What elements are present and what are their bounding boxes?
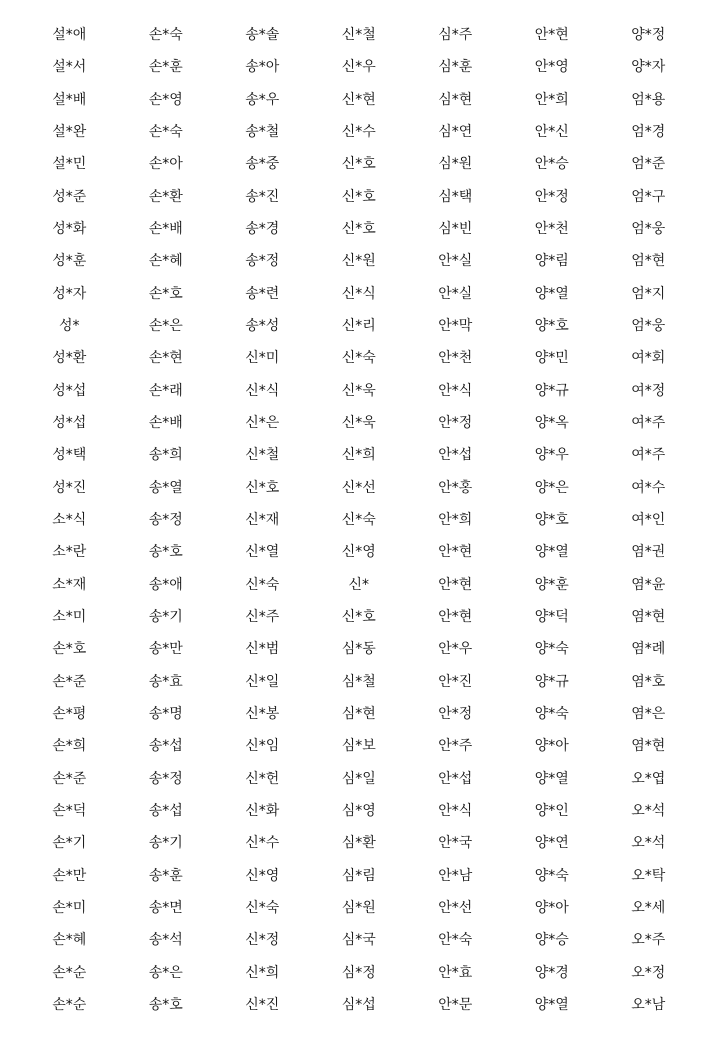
name-entry: 양*자: [631, 59, 666, 76]
name-entry: 설*배: [52, 91, 87, 108]
name-entry: 손*영: [148, 91, 183, 108]
name-entry: 송*중: [245, 156, 280, 173]
name-entry: 손*혜: [52, 932, 87, 949]
name-entry: 양*열: [534, 544, 569, 561]
name-entry: 안*주: [438, 738, 473, 755]
name-entry: 송*만: [148, 641, 183, 658]
name-entry: 신*숙: [341, 512, 376, 529]
name-entry: 안*승: [534, 156, 569, 173]
name-entry: 오*정: [631, 964, 666, 981]
name-entry: 신*원: [341, 253, 376, 270]
name-entry: 안*남: [438, 867, 473, 884]
name-entry: 신*헌: [245, 770, 280, 787]
name-entry: 송*우: [245, 91, 280, 108]
name-entry: 오*석: [631, 803, 666, 820]
name-entry: 신*재: [245, 512, 280, 529]
name-entry: 신*임: [245, 738, 280, 755]
name-entry: 안*실: [438, 285, 473, 302]
name-entry: 양*경: [534, 964, 569, 981]
name-entry: 송*정: [148, 770, 183, 787]
name-entry: 성*환: [52, 350, 87, 367]
name-entry: 신*희: [341, 447, 376, 464]
name-entry: 신*숙: [245, 900, 280, 917]
name-entry: 손*아: [148, 156, 183, 173]
name-entry: 송*련: [245, 285, 280, 302]
name-entry: 손*기: [52, 835, 87, 852]
name-entry: 안*현: [534, 27, 569, 44]
name-entry: 여*수: [631, 479, 666, 496]
name-entry: 여*주: [631, 415, 666, 432]
name-entry: 신*호: [341, 156, 376, 173]
name-entry: 여*인: [631, 512, 666, 529]
name-entry: 손*준: [52, 770, 87, 787]
name-entry: 오*석: [631, 835, 666, 852]
name-grid: [21, 19, 697, 1021]
name-entry: 손*현: [148, 350, 183, 367]
name-entry: 양*열: [534, 285, 569, 302]
name-entry: 안*정: [438, 415, 473, 432]
name-entry: 심*원: [341, 900, 376, 917]
name-entry: 송*정: [148, 512, 183, 529]
name-entry: 송*기: [148, 609, 183, 626]
name-entry: 설*완: [52, 124, 87, 141]
name-entry: 양*인: [534, 803, 569, 820]
name-entry: 염*은: [631, 706, 666, 723]
name-entry: 신*은: [245, 415, 280, 432]
name-entry: 심*훈: [438, 59, 473, 76]
name-entry: 신*화: [245, 803, 280, 820]
name-entry: 양*열: [534, 770, 569, 787]
name-entry: 엄*구: [631, 188, 666, 205]
name-entry: 신*숙: [245, 576, 280, 593]
name-entry: 양*아: [534, 738, 569, 755]
name-entry: 손*배: [148, 221, 183, 238]
name-entry: 신*: [348, 576, 370, 593]
name-entry: 송*열: [148, 479, 183, 496]
name-entry: 안*정: [534, 188, 569, 205]
name-entry: 송*철: [245, 124, 280, 141]
name-entry: 신*현: [341, 91, 376, 108]
name-entry: 양*민: [534, 350, 569, 367]
name-entry: 송*솔: [245, 27, 280, 44]
name-entry: 양*정: [631, 27, 666, 44]
name-entry: 염*례: [631, 641, 666, 658]
name-entry: 오*남: [631, 997, 666, 1013]
name-entry: 안*섭: [438, 447, 473, 464]
name-entry: 성*진: [52, 479, 87, 496]
name-entry: 신*호: [245, 479, 280, 496]
name-entry: 손*배: [148, 415, 183, 432]
name-entry: 신*호: [341, 221, 376, 238]
name-entry: 손*만: [52, 867, 87, 884]
name-entry: 손*혜: [148, 253, 183, 270]
name-entry: 신*일: [245, 673, 280, 690]
name-entry: 신*미: [245, 350, 280, 367]
name-entry: 양*연: [534, 835, 569, 852]
name-entry: 심*철: [341, 673, 376, 690]
name-entry: 양*옥: [534, 415, 569, 432]
name-entry: 양*숙: [534, 706, 569, 723]
name-entry: 양*호: [534, 318, 569, 335]
name-entry: 염*현: [631, 738, 666, 755]
name-entry: 오*세: [631, 900, 666, 917]
name-entry: 송*석: [148, 932, 183, 949]
name-entry: 여*정: [631, 382, 666, 399]
name-entry: 심*동: [341, 641, 376, 658]
name-entry: 양*아: [534, 900, 569, 917]
name-entry: 양*우: [534, 447, 569, 464]
name-entry: 송*아: [245, 59, 280, 76]
name-entry: 송*면: [148, 900, 183, 917]
name-entry: 신*영: [341, 544, 376, 561]
name-entry: 손*환: [148, 188, 183, 205]
name-entry: 양*규: [534, 382, 569, 399]
name-entry: 안*막: [438, 318, 473, 335]
name-entry: 신*호: [341, 188, 376, 205]
name-entry: 안*진: [438, 673, 473, 690]
name-entry: 엄*용: [631, 91, 666, 108]
name-entry: 양*훈: [534, 576, 569, 593]
name-entry: 양*덕: [534, 609, 569, 626]
name-entry: 신*범: [245, 641, 280, 658]
name-entry: 송*호: [148, 544, 183, 561]
name-entry: 안*홍: [438, 479, 473, 496]
name-entry: 손*호: [148, 285, 183, 302]
name-entry: 신*호: [341, 609, 376, 626]
name-entry: 손*덕: [52, 803, 87, 820]
name-entry: 성*화: [52, 221, 87, 238]
name-entry: 심*국: [341, 932, 376, 949]
name-entry: 소*란: [52, 544, 87, 561]
name-entry: 염*윤: [631, 576, 666, 593]
name-entry: 안*현: [438, 544, 473, 561]
name-entry: 신*수: [341, 124, 376, 141]
name-entry: 안*식: [438, 382, 473, 399]
name-entry: 송*경: [245, 221, 280, 238]
name-entry: 심*연: [438, 124, 473, 141]
name-entry: 안*섭: [438, 770, 473, 787]
name-entry: 심*섭: [341, 997, 376, 1013]
name-entry: 손*호: [52, 641, 87, 658]
name-entry: 안*현: [438, 609, 473, 626]
name-entry: 안*현: [438, 576, 473, 593]
name-entry: 성*택: [52, 447, 87, 464]
name-entry: 심*일: [341, 770, 376, 787]
name-entry: 안*문: [438, 997, 473, 1013]
name-entry: 송*호: [148, 997, 183, 1013]
name-entry: 손*훈: [148, 59, 183, 76]
name-entry: 심*영: [341, 803, 376, 820]
name-entry: 신*욱: [341, 382, 376, 399]
name-entry: 송*정: [245, 253, 280, 270]
name-entry: 송*섭: [148, 803, 183, 820]
name-entry: 양*열: [534, 997, 569, 1013]
name-entry: 안*천: [534, 221, 569, 238]
name-entry: 성*자: [52, 285, 87, 302]
name-entry: 안*정: [438, 706, 473, 723]
name-entry: 심*주: [438, 27, 473, 44]
name-entry: 엄*웅: [631, 221, 666, 238]
name-entry: 신*철: [245, 447, 280, 464]
name-entry: 손*미: [52, 900, 87, 917]
name-entry: 손*숙: [148, 124, 183, 141]
name-entry: 성*: [58, 318, 80, 335]
name-entry: 오*엽: [631, 770, 666, 787]
name-entry: 안*천: [438, 350, 473, 367]
name-entry: 안*희: [534, 91, 569, 108]
name-entry: 안*효: [438, 964, 473, 981]
name-entry: 안*신: [534, 124, 569, 141]
name-entry: 양*림: [534, 253, 569, 270]
name-entry: 안*희: [438, 512, 473, 529]
name-entry: 손*준: [52, 673, 87, 690]
name-entry: 신*주: [245, 609, 280, 626]
name-entry: 송*애: [148, 576, 183, 593]
name-entry: 양*은: [534, 479, 569, 496]
name-entry: 신*숙: [341, 350, 376, 367]
name-entry: 신*선: [341, 479, 376, 496]
name-entry: 심*림: [341, 867, 376, 884]
name-entry: 소*재: [52, 576, 87, 593]
name-entry: 성*훈: [52, 253, 87, 270]
name-entry: 손*희: [52, 738, 87, 755]
name-entry: 신*정: [245, 932, 280, 949]
name-entry: 심*현: [341, 706, 376, 723]
name-entry: 송*성: [245, 318, 280, 335]
name-entry: 성*준: [52, 188, 87, 205]
name-entry: 신*수: [245, 835, 280, 852]
name-entry: 신*철: [341, 27, 376, 44]
name-entry: 송*희: [148, 447, 183, 464]
name-entry: 신*식: [245, 382, 280, 399]
name-entry: 안*식: [438, 803, 473, 820]
name-entry: 안*선: [438, 900, 473, 917]
name-entry: 송*효: [148, 673, 183, 690]
name-entry: 심*환: [341, 835, 376, 852]
name-entry: 송*기: [148, 835, 183, 852]
name-entry: 안*국: [438, 835, 473, 852]
name-entry: 심*택: [438, 188, 473, 205]
name-entry: 손*순: [52, 964, 87, 981]
name-entry: 엄*지: [631, 285, 666, 302]
name-entry: 심*정: [341, 964, 376, 981]
name-entry: 손*은: [148, 318, 183, 335]
name-entry: 안*영: [534, 59, 569, 76]
name-entry: 신*식: [341, 285, 376, 302]
name-entry: 손*순: [52, 997, 87, 1013]
name-entry: 양*규: [534, 673, 569, 690]
name-entry: 오*탁: [631, 867, 666, 884]
name-entry: 안*우: [438, 641, 473, 658]
name-entry: 손*래: [148, 382, 183, 399]
name-entry: 엄*현: [631, 253, 666, 270]
name-entry: 설*애: [52, 27, 87, 44]
name-entry: 설*서: [52, 59, 87, 76]
name-entry: 염*호: [631, 673, 666, 690]
name-entry: 설*민: [52, 156, 87, 173]
name-entry: 송*진: [245, 188, 280, 205]
name-entry: 손*숙: [148, 27, 183, 44]
name-entry: 엄*준: [631, 156, 666, 173]
name-entry: 송*은: [148, 964, 183, 981]
name-entry: 송*명: [148, 706, 183, 723]
name-entry: 신*열: [245, 544, 280, 561]
name-entry: 여*주: [631, 447, 666, 464]
name-entry: 심*빈: [438, 221, 473, 238]
name-entry: 소*미: [52, 609, 87, 626]
name-entry: 손*평: [52, 706, 87, 723]
name-entry: 소*식: [52, 512, 87, 529]
name-entry: 신*영: [245, 867, 280, 884]
name-entry: 송*훈: [148, 867, 183, 884]
name-entry: 엄*경: [631, 124, 666, 141]
name-entry: 염*권: [631, 544, 666, 561]
name-entry: 안*숙: [438, 932, 473, 949]
name-entry: 오*주: [631, 932, 666, 949]
name-entry: 염*현: [631, 609, 666, 626]
name-entry: 심*원: [438, 156, 473, 173]
name-entry: 심*보: [341, 738, 376, 755]
name-entry: 신*욱: [341, 415, 376, 432]
name-entry: 양*숙: [534, 641, 569, 658]
name-entry: 엄*웅: [631, 318, 666, 335]
name-entry: 송*섭: [148, 738, 183, 755]
name-entry: 신*희: [245, 964, 280, 981]
name-entry: 신*우: [341, 59, 376, 76]
name-entry: 양*승: [534, 932, 569, 949]
name-entry: 신*진: [245, 997, 280, 1013]
name-entry: 심*현: [438, 91, 473, 108]
name-entry: 안*실: [438, 253, 473, 270]
name-entry: 성*섭: [52, 382, 87, 399]
name-entry: 신*리: [341, 318, 376, 335]
name-entry: 여*회: [631, 350, 666, 367]
name-entry: 성*섭: [52, 415, 87, 432]
name-entry: 양*호: [534, 512, 569, 529]
name-entry: 양*숙: [534, 867, 569, 884]
name-entry: 신*봉: [245, 706, 280, 723]
